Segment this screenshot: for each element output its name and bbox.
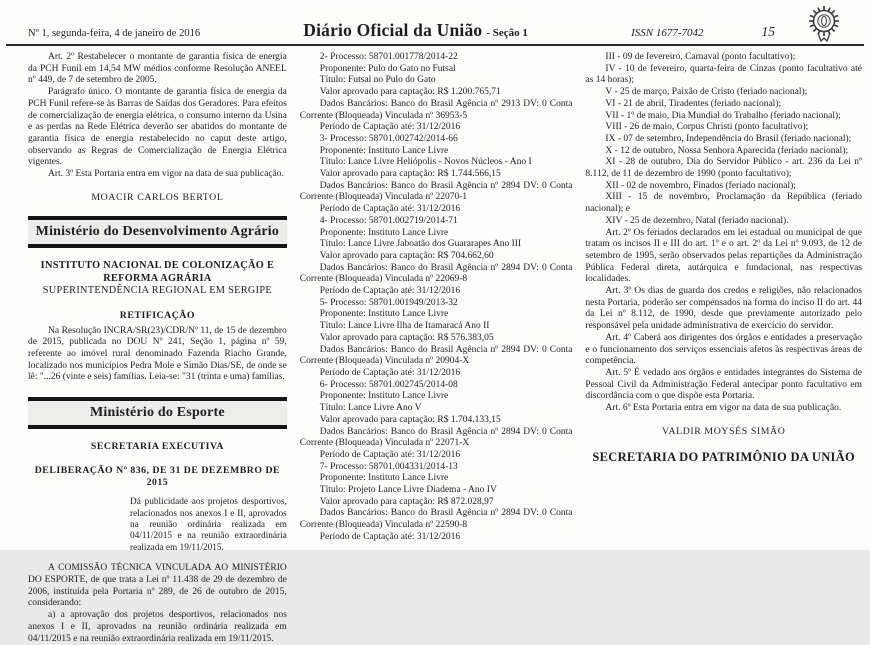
project-processo: 6- Processo: 58701.002745/2014-08 — [319, 379, 458, 390]
project-titulo: Título: Lance Livre Jaboatão dos Guararapes Ano III — [319, 239, 522, 250]
project-titulo: Título: Futsal no Pulo do Gato — [319, 75, 436, 86]
project-valor: Valor aprovado para captação: R$ 1.704.133,15 — [319, 414, 501, 425]
holiday-item: IV - 10 de fevereiro, quarta-feira de Cinzas (ponto facultativo até as 14 horas); — [585, 63, 862, 86]
project-periodo: Período de Captação até: 31/12/2016 — [319, 449, 461, 460]
project-dados-bancarios: Dados Bancários: Banco do Brasil Agência nº 2894 DV: 0 Conta Corrente (Bloqueada) Vinculada nº 22069-8 — [299, 262, 573, 285]
holiday-item: XI - 28 de outubro, Dia do Servidor Público - art. 236 da Lei nº 8.112, de 11 de dezembro de 1990 (ponto facultativo); — [585, 157, 862, 180]
project-titulo: Título: Lance Livre Heliópolis - Novos Núcleos - Ano I — [319, 157, 532, 168]
paragraph: Parágrafo único. O montante de garantia física de energia da PCH Funil refere-se às Barras de Saídas dos Geradores. Para efeitos de comercialização de energia elétrica, o consumo interno da Usina e as perdas na Rede Elétrica deverão ser abatidos do montante de garantia física de energia restabelecido no caput deste artigo, observando as Regras de Comercialização de Energia Elétrica vigentes. — [28, 87, 287, 168]
holiday-item: VI - 21 de abril, Tiradentes (feriado nacional); — [605, 98, 782, 109]
project-list — [300, 52, 573, 544]
project-valor: Valor aprovado para captação: R$ 1.200.765,71 — [319, 87, 501, 98]
holiday-item: X - 12 de outubro, Nossa Senhora Aparecida (feriado nacional); — [605, 145, 849, 156]
masthead-section: - Seção 1 — [486, 27, 528, 39]
deliberacao-ementa: Dá publicidade aos projetos desportivos, relacionados nos anexos I e II, aprovados na reunião ordinária realizada em 04/11/2015 e na reunião extraordinária realizada em 19/11/2015. — [130, 497, 287, 553]
article-paragraph: Art. 4º Caberá aos dirigentes dos órgãos e entidades a preservação e o funcionamento dos serviços essenciais afetos às respectivas áreas de competência. — [585, 332, 862, 367]
project-dados-bancarios: Dados Bancários: Banco do Brasil Agência nº 2913 DV: 0 Conta Corrente (Bloqueada) Vinculada nº 36953-5 — [299, 98, 573, 121]
project-proponente: Proponente: Instituto Lance Livre — [319, 309, 449, 320]
issn-label: ISSN 1677-7042 — [631, 27, 704, 39]
ministry-banner-desenvolvimento-agrario: Ministério do Desenvolvimento Agrário — [28, 216, 287, 248]
page-header — [0, 0, 870, 46]
secretaria-patrimonio-heading: SECRETARIA DO PATRIMÔNIO DA UNIÃO — [592, 449, 856, 464]
project-processo: 5- Processo: 58701.001949/2013-32 — [319, 297, 458, 308]
project-titulo: Título: Lance Livre Ilha de Itamaracá Ano II — [319, 321, 490, 332]
project-titulo: Título: Lance Livre Ano V — [319, 403, 422, 414]
project-proponente: Proponente: Instituto Lance Livre — [319, 391, 449, 402]
project-dados-bancarios: Dados Bancários: Banco do Brasil Agência nº 2894 DV: 0 Conta Corrente (Bloqueada) Vinculada nº 20904-X — [299, 344, 573, 367]
project-proponente: Proponente: Instituto Lance Livre — [319, 473, 449, 484]
org-unit: SUPERINTENDÊNCIA REGIONAL EM SERGIPE — [42, 285, 273, 297]
project-periodo: Período de Captação até: 31/12/2016 — [319, 204, 461, 215]
edition-info: Nº 1, segunda-feira, 4 de janeiro de 2016 — [28, 28, 201, 39]
article-paragraph: Art. 3º Os dias de guarda dos credos e religiões, não relacionados nesta Portaria, poderão ser compensados na forma do inciso II do art. 44 da Lei nº 8.112, de 1990, desde que previamente autorizado pelo responsável pela unidade administrativa de exercício do servidor. — [585, 286, 862, 332]
article-paragraph: Art. 5º É vedado aos órgãos e entidades integrantes do Sistema de Pessoal Civil da Administração Federal antecipar ponto facultativo em discordância com o que dispõe esta Portaria. — [585, 367, 862, 402]
holiday-item: VII - 1º de maio, Dia Mundial do Trabalho (feriado nacional); — [605, 110, 841, 121]
signature-simao: VALDIR MOYSÉS SIMÃO — [662, 425, 786, 437]
issn-block — [631, 24, 775, 40]
left-column — [28, 52, 287, 644]
holiday-item: XIV - 25 de dezembro, Natal (feriado nacional). — [605, 215, 789, 226]
portaria-paragraphs — [28, 52, 287, 181]
project-processo: 3- Processo: 58701.002742/2014-66 — [319, 133, 458, 144]
deliberacao-title: DELIBERAÇÃO Nº 836, DE 31 DE DEZEMBRO DE 2015 — [34, 464, 281, 488]
project-periodo: Período de Captação até: 31/12/2016 — [319, 286, 461, 297]
signature-bertol: MOACIR CARLOS BERTOL — [91, 191, 224, 203]
project-processo: 7- Processo: 58701.004331/2014-13 — [319, 461, 458, 472]
holiday-item: VIII - 26 de maio, Corpus Christi (ponto facultativo); — [605, 122, 809, 133]
project-periodo: Período de Captação até: 31/12/2016 — [319, 531, 461, 542]
project-titulo: Título: Projeto Lance Livre Diadema - Ano IV — [319, 485, 497, 496]
holiday-list — [585, 52, 862, 228]
paragraph: A COMISSÃO TÉCNICA VINCULADA AO MINISTÉRIO DO ESPORTE, de que trata a Lei nº 11.438 de 29 de dezembro de 2006, instituída pela Portaria nº 289, de 26 de outubro de 2015, considerando: — [28, 563, 287, 609]
project-dados-bancarios: Dados Bancários: Banco do Brasil Agência nº 2894 DV: 0 Conta Corrente (Bloqueada) Vinculada nº 22071-X — [299, 426, 573, 449]
ministry-banner-esporte: Ministério do Esporte — [28, 397, 287, 429]
content-columns — [28, 52, 862, 644]
paragraph: a) a aprovação dos projetos desportivos, relacionados nos anexos I e II, aprovados na reunião ordinária realizada em 04/11/2015 e na reunião extraordinária realizada em 19/11/2015. — [28, 610, 287, 644]
project-valor: Valor aprovado para captação: R$ 576.383,05 — [319, 332, 494, 343]
article-paragraph: Art. 6º Esta Portaria entra em vigor na data de sua publicação. — [605, 403, 842, 414]
paragraph: Art. 3º Esta Portaria entra em vigor na data de sua publicação. — [48, 169, 284, 180]
national-seal-icon — [804, 3, 844, 45]
project-processo: 2- Processo: 58701.001778/2014-22 — [319, 52, 458, 62]
masthead-title: Diário Oficial da União — [303, 20, 483, 40]
project-proponente: Proponente: Instituto Lance Livre — [319, 227, 449, 238]
project-dados-bancarios: Dados Bancários: Banco do Brasil Agência nº 2894 DV: 0 Conta Corrente (Bloqueada) Vinculada nº 22070-1 — [299, 180, 573, 203]
project-proponente: Proponente: Instituto Lance Livre — [319, 145, 449, 156]
project-proponente: Proponente: Pulo do Gato no Futsal — [319, 63, 456, 74]
holiday-item: XII - 02 de novembro, Finados (feriado nacional); — [605, 180, 796, 191]
middle-column — [300, 52, 573, 550]
holiday-item: V - 25 de março, Paixão de Cristo (feriado nacional); — [605, 87, 808, 98]
holiday-item: XIII - 15 de novembro, Proclamação da República (feriado nacional); e — [585, 192, 862, 215]
project-dados-bancarios: Dados Bancários: Banco do Brasil Agência nº 2894 DV: 0 Conta Corrente (Bloqueada) Vinculada nº 22590-8 — [299, 508, 573, 531]
article-paragraph: Art. 2º Os feriados declarados em lei estadual ou municipal de que tratam os incisos II e III do art. 1º e o art. 2º da Lei nº 9.093, de 12 de setembro de 1995, serão observados pelas repartições da Administração Pública Federal direta, autárquica e fundacional, nas respectivas localidades. — [585, 227, 862, 285]
project-periodo: Período de Captação até: 31/12/2016 — [319, 122, 461, 133]
secretaria-heading: SECRETARIA EXECUTIVA — [90, 441, 224, 453]
project-valor: Valor aprovado para captação: R$ 1.744.566,15 — [319, 169, 501, 180]
page-number: 15 — [761, 24, 775, 39]
masthead — [303, 20, 528, 41]
org-name: INSTITUTO NACIONAL DE COLONIZAÇÃO E REFORMA AGRÁRIA — [40, 260, 275, 284]
retificacao-body: Na Resolução INCRA/SR(23)/CDR/Nº 11, de 15 de dezembro de 2015, publicada no DOU Nº 241, Seção 1, página nº 59, referente ao imóvel rural denominado Fazenda Riacho Grande, localizado nos municípios Pedra Mole e Simão Dias/SE, de onde se lê: "...26 (vinte e seis) famílias. Leia-se: "31 (trinta e uma) famílias. — [28, 325, 287, 383]
deliberacao-paragraphs — [28, 563, 287, 645]
paragraph: Art. 2º Restabelecer o montante de garantia física de energia da PCH Funil em 14,54 MW médios conforme Resolução ANEEL nº 449, de 7 de setembro de 2005. — [28, 52, 287, 86]
project-valor: Valor aprovado para captação: R$ 872.028,97 — [319, 496, 494, 507]
retificacao-heading: RETIFICAÇÃO — [119, 309, 195, 321]
header-rule — [6, 44, 864, 46]
portaria-articles — [585, 228, 862, 415]
project-periodo: Período de Captação até: 31/12/2016 — [319, 367, 461, 378]
right-column — [585, 52, 862, 550]
project-valor: Valor aprovado para captação: R$ 704.662,60 — [319, 250, 494, 261]
holiday-item: III - 09 de fevereiro, Carnaval (ponto facultativo); — [605, 52, 796, 62]
project-processo: 4- Processo: 58701.002719/2014-71 — [319, 215, 458, 226]
holiday-item: IX - 07 de setembro, Independência do Brasil (feriado nacional); — [605, 133, 852, 144]
